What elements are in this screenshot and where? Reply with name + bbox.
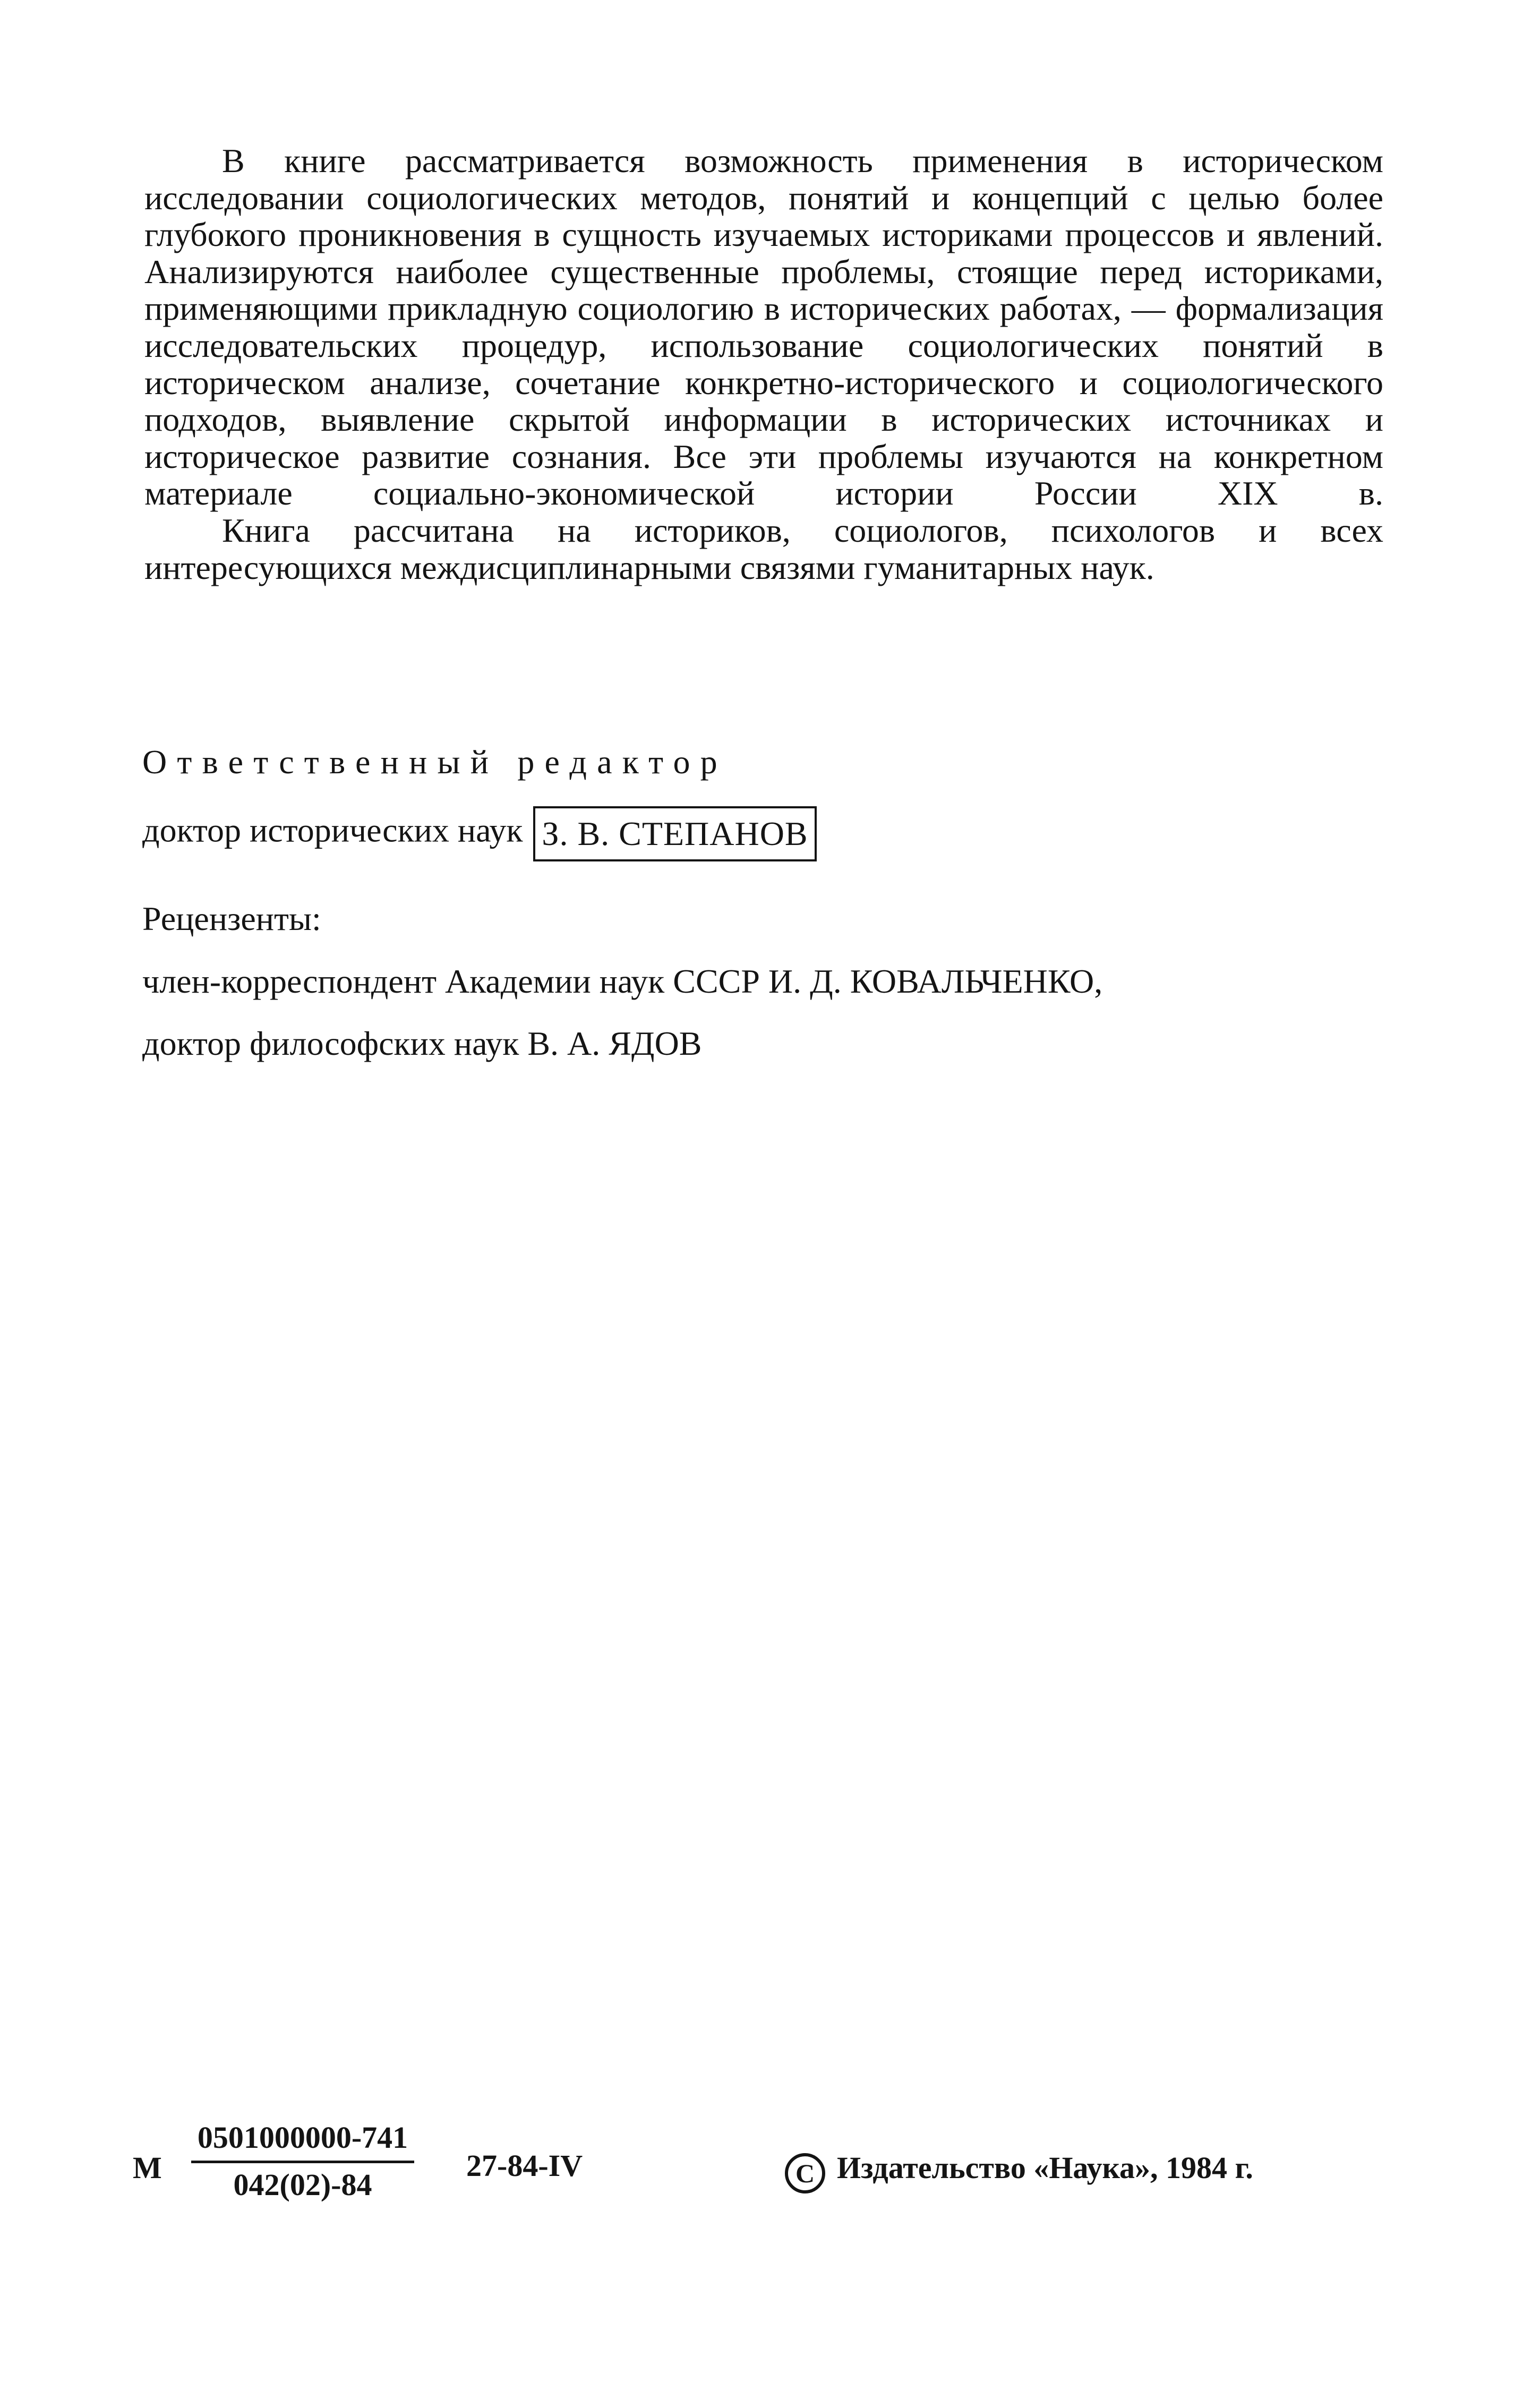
editor-name-box (533, 806, 816, 861)
editor-heading-text: Ответственный редактор (142, 743, 728, 781)
editor-heading (142, 741, 728, 783)
copyright-icon: C (785, 2153, 825, 2193)
imprint-denominator: 042(02)-84 (233, 2167, 372, 2202)
abstract-paragraph-2: Книга рассчитана на историков, социологов, психологов и всех интересующихся междисциплинарными связями гуманитарных наук. (144, 511, 1383, 586)
reviewer-1: член-корреспондент Академии наук СССР И. Д. КОВАЛЬЧЕНКО, (142, 962, 1103, 1000)
reviewers-heading: Рецензенты: (142, 900, 321, 937)
fraction-line (191, 2161, 414, 2163)
imprint-code: 27-84-IV (466, 2148, 583, 2183)
imprint-letter: М (133, 2150, 162, 2185)
abstract (144, 142, 1383, 586)
editor-name: З. В. СТЕПАНОВ (542, 815, 808, 852)
editor-line (142, 806, 817, 861)
imprint-numerator: 0501000000-741 (197, 2120, 408, 2155)
editor-degree: доктор исторических наук (142, 811, 523, 849)
copyright-text: Издательство «Наука», 1984 г. (837, 2150, 1253, 2185)
abstract-paragraph-1: В книге рассматривается возможность применения в историческом исследовании социологических методов, понятий и концепций с целью более глубокого проникновения в сущность изучаемых историками процессов и явлений. Анализируются наиболее существенные проблемы, стоящие перед историками, применяющими прикладную социологию в исторических работах, — формализация исследовательских процедур, использование социологических понятий в историческом анализе, сочетание конкретно-исторического и социологического подходов, выявление скрытой информации в исторических источниках и историческое развитие сознания. Все эти проблемы изучаются на конкретном материале социально-экономической истории России XIX в. (144, 142, 1383, 513)
reviewer-2: доктор философских наук В. А. ЯДОВ (142, 1025, 702, 1062)
copyright (785, 2150, 1253, 2193)
imprint-fraction (191, 2119, 414, 2204)
